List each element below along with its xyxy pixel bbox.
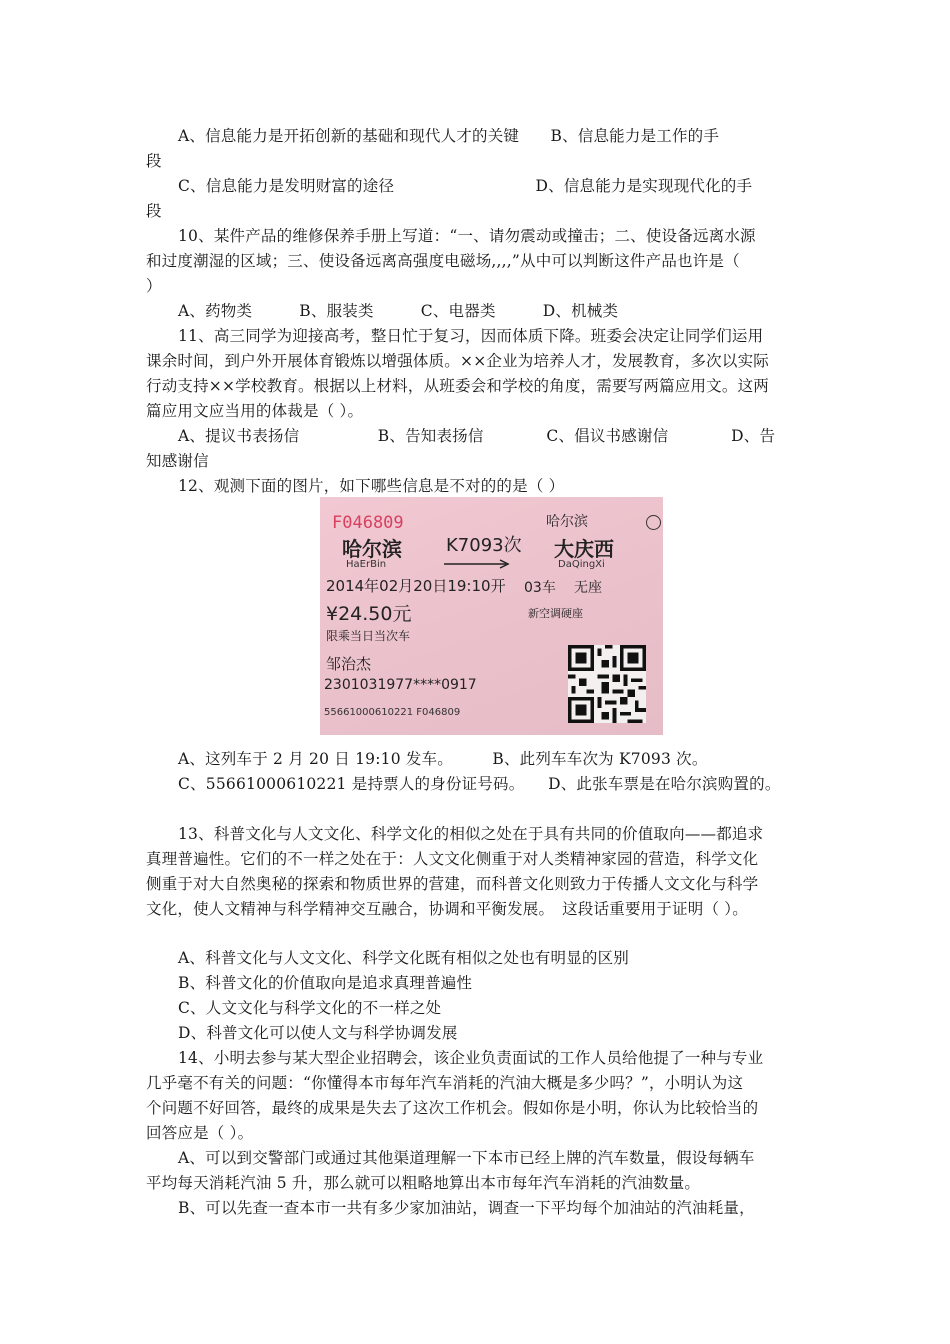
text-line: B、科普文化的价值取向是追求真理普遍性 <box>178 974 473 992</box>
train-ticket-image <box>320 497 663 735</box>
text-line: ） <box>146 277 162 295</box>
text-line: 段 <box>146 152 162 170</box>
text-line: A、科普文化与人文文化、科学文化既有相似之处也有明显的区别 <box>178 949 629 967</box>
text-line: 14、小明去参与某大型企业招聘会，该企业负责面试的工作人员给他提了一种与专业 <box>178 1049 764 1067</box>
text-line: 回答应是（ ）。 <box>146 1124 254 1142</box>
text-line: A、药物类 B、服装类 C、电器类 D、机械类 <box>178 302 619 320</box>
text-line: 知感谢信 <box>146 452 209 470</box>
text-line: 13、科普文化与人文文化、科学文化的相似之处在于具有共同的价值取向——都追求 <box>178 825 764 843</box>
text-line: 和过度潮湿的区域；三、使设备远离高强度电磁场,,,,”从中可以判断这件产品也许是（ <box>146 252 740 270</box>
ticket-car: 03车 <box>524 580 556 596</box>
text-line: A、信息能力是开拓创新的基础和现代人才的关键 B、信息能力是工作的手 <box>178 127 720 145</box>
text-line: 文化，使人文精神与科学精神交互融合，协调和平衡发展。 这段话重要用于证明（ ）。 <box>146 900 748 918</box>
text-line: B、可以先查一查本市一共有多少家加油站，调查一下平均每个加油站的汽油耗量， <box>178 1199 755 1217</box>
ticket-datetime: 2014年02月20日19:10开 <box>326 577 506 595</box>
text-line: 侧重于对大自然奥秘的探索和物质世界的营建，而科普文化则致力于传播人文文化与科学 <box>146 875 759 893</box>
ticket-seal-icon <box>646 515 661 530</box>
text-line: C、信息能力是发明财富的途径 D、信息能力是实现现代化的手 <box>178 177 753 195</box>
ticket-serial: 55661000610221 F046809 <box>324 707 461 718</box>
text-line: 几乎毫不有关的问题：“你懂得本市每年汽车消耗的汽油大概是多少吗？”，小明认为这 <box>146 1074 744 1092</box>
text-line: 平均每天消耗汽油 5 升，那么就可以粗略地算出本市每年汽车消耗的汽油数量。 <box>146 1174 701 1192</box>
text-line: A、可以到交警部门或通过其他渠道理解一下本市已经上牌的汽车数量，假设每辆车 <box>178 1149 755 1167</box>
ticket-from-pinyin: HaErBin <box>346 559 387 570</box>
ticket-seat-class: 新空调硬座 <box>528 607 583 620</box>
text-line: A、这列车于 2 月 20 日 19:10 发车。 B、此列车车次为 K7093 次。 <box>178 750 708 768</box>
text-line: D、科普文化可以使人文与科学协调发展 <box>178 1024 458 1042</box>
ticket-from: 哈尔滨 <box>342 537 402 561</box>
text-line: 课余时间，到户外开展体育锻炼以增强体质。××企业为培养人才，发展教育，多次以实际 <box>146 352 769 370</box>
text-line: 个问题不好回答，最终的成果是失去了这次工作机会。假如你是小明，你认为比较恰当的 <box>146 1099 759 1117</box>
ticket-id-number: 2301031977****0917 <box>324 677 477 693</box>
text-line: C、人文文化与科学文化的不一样之处 <box>178 999 442 1017</box>
text-line: A、提议书表扬信 B、告知表扬信 C、倡议书感谢信 D、告 <box>178 427 776 445</box>
text-line: 篇应用文应当用的体裁是（ ）。 <box>146 402 364 420</box>
text-line: 真理普遍性。它们的不一样之处在于：人文文化侧重于对人类精神家园的营造，科学文化 <box>146 850 759 868</box>
ticket-train: K7093次 <box>446 535 522 556</box>
ticket-limit: 限乘当日当次车 <box>326 629 411 643</box>
text-line: 12、观测下面的图片，如下哪些信息是不对的的是（ ） <box>178 477 565 495</box>
text-line: C、55661000610221 是持票人的身份证号码。 D、此张车票是在哈尔滨购置的。 <box>178 775 781 793</box>
arrow-icon <box>442 559 512 569</box>
ticket-name: 邹治杰 <box>326 655 372 673</box>
ticket-to-pinyin: DaQingXi <box>558 559 605 570</box>
text-line: 11、高三同学为迎接高考，整日忙于复习，因而体质下降。班委会决定让同学们运用 <box>178 327 764 345</box>
ticket-number: F046809 <box>332 513 404 533</box>
qr-code-icon <box>568 645 646 723</box>
text-line: 10、某件产品的维修保养手册上写道：“一、请勿震动或撞击；二、使设备远离水源 <box>178 227 756 245</box>
text-line: 段 <box>146 202 162 220</box>
ticket-price: ¥24.50元 <box>326 603 412 625</box>
text-line: 行动支持××学校教育。根据以上材料，从班委会和学校的角度，需要写两篇应用文。这两 <box>146 377 769 395</box>
ticket-office: 哈尔滨 <box>546 514 588 530</box>
ticket-seat: 无座 <box>574 580 602 596</box>
ticket-to: 大庆西 <box>554 537 614 561</box>
